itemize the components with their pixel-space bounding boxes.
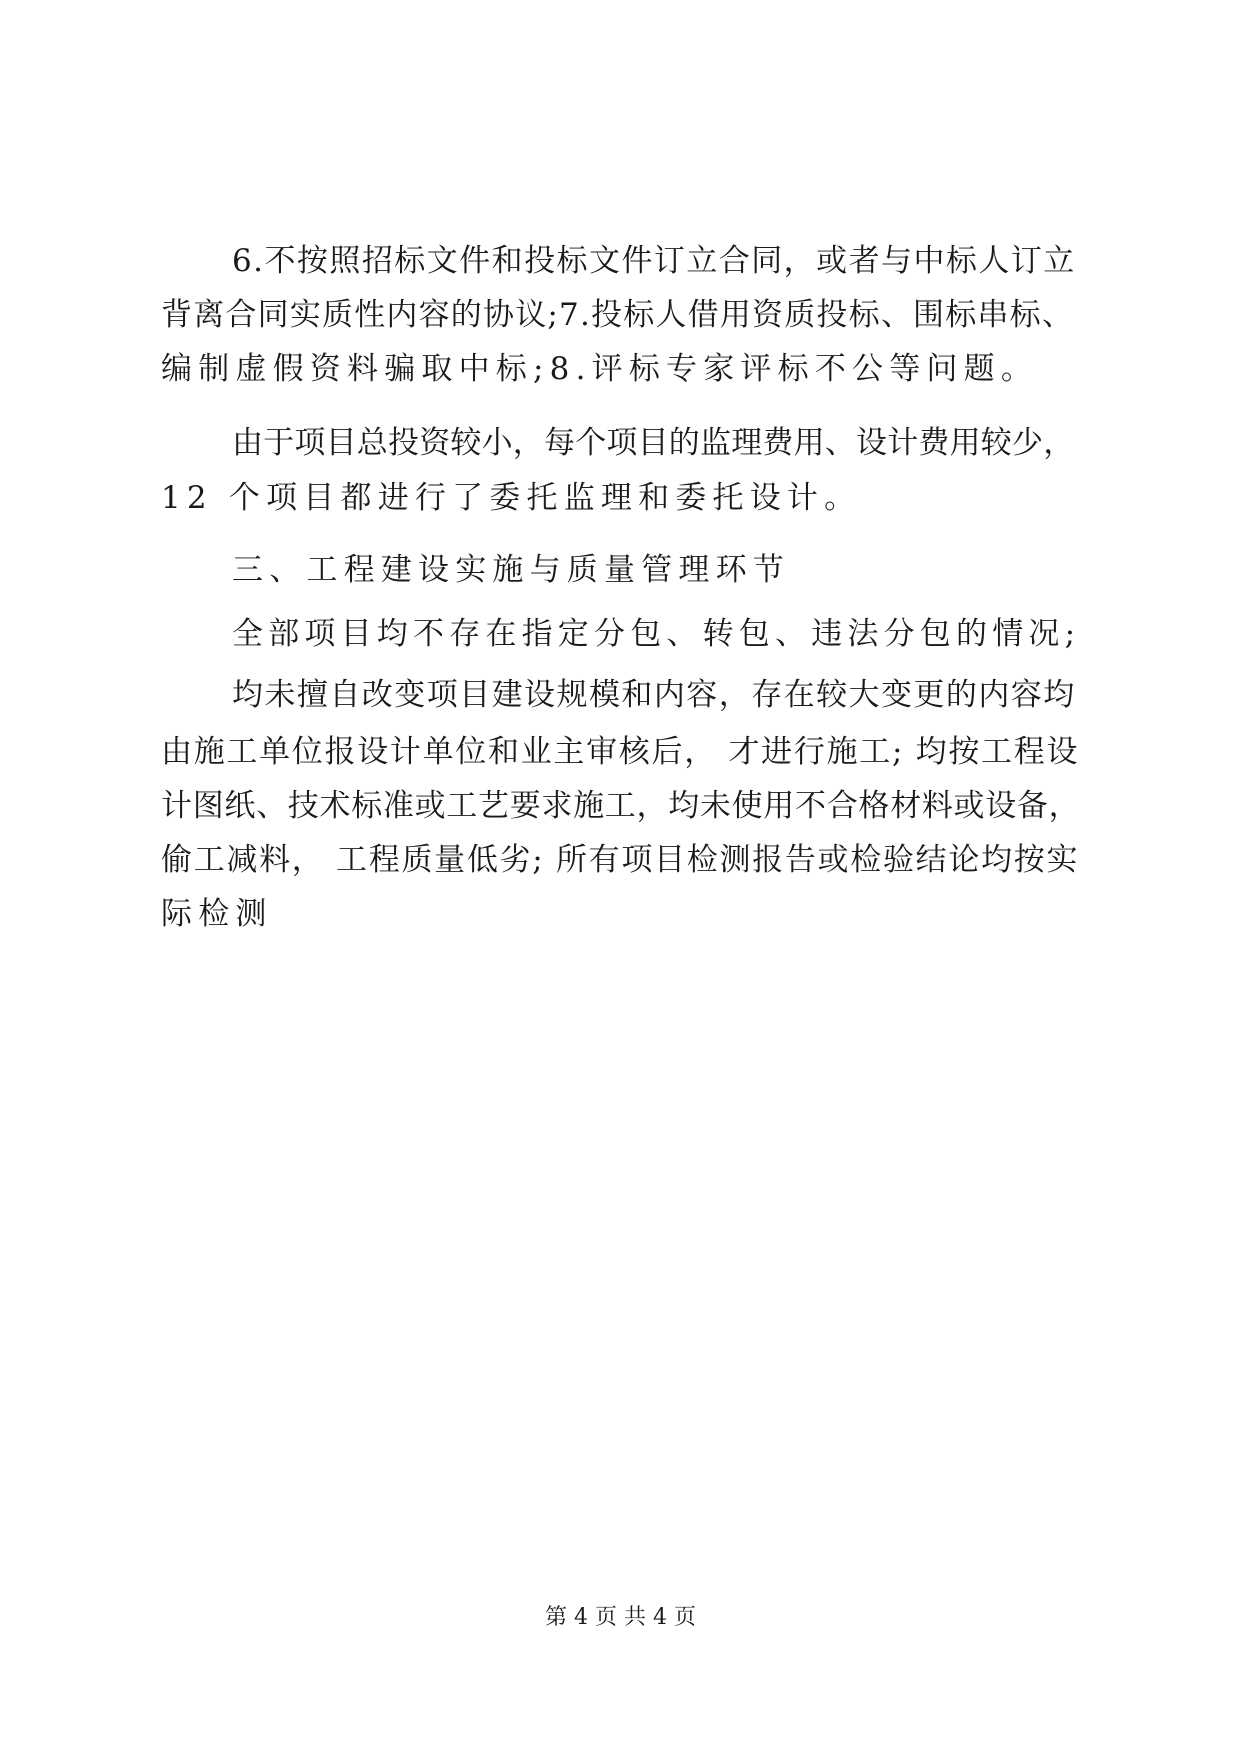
body-line: 12 个项目都进行了委托监理和委托设计。	[161, 480, 862, 516]
section-heading: 三、工程建设实施与质量管理环节	[232, 552, 790, 588]
body-line: 计图纸、技术标准或工艺要求施工，均未使用不合格材料或设备，	[161, 788, 1081, 824]
body-line: 际检测	[161, 896, 273, 932]
body-line: 全部项目均不存在指定分包、转包、违法分包的情况;	[232, 616, 1081, 652]
body-line: 由施工单位报设计单位和业主审核后， 才进行施工; 均按工程设	[161, 734, 1080, 770]
body-line: 6.不按照招标文件和投标文件订立合同，或者与中标人订立	[232, 243, 1076, 279]
body-line: 偷工减料， 工程质量低劣; 所有项目检测报告或检验结论均按实	[161, 842, 1080, 878]
body-line: 均未擅自改变项目建设规模和内容，存在较大变更的内容均	[232, 677, 1076, 713]
body-line: 背离合同实质性内容的协议;7.投标人借用资质投标、围标串标、	[161, 297, 1075, 333]
body-line: 编制虚假资料骗取中标;8.评标专家评标不公等问题。	[161, 351, 1039, 387]
body-line: 由于项目总投资较小，每个项目的监理费用、设计费用较少，	[232, 425, 1075, 461]
page-footer: 第 4 页 共 4 页	[545, 1605, 696, 1630]
